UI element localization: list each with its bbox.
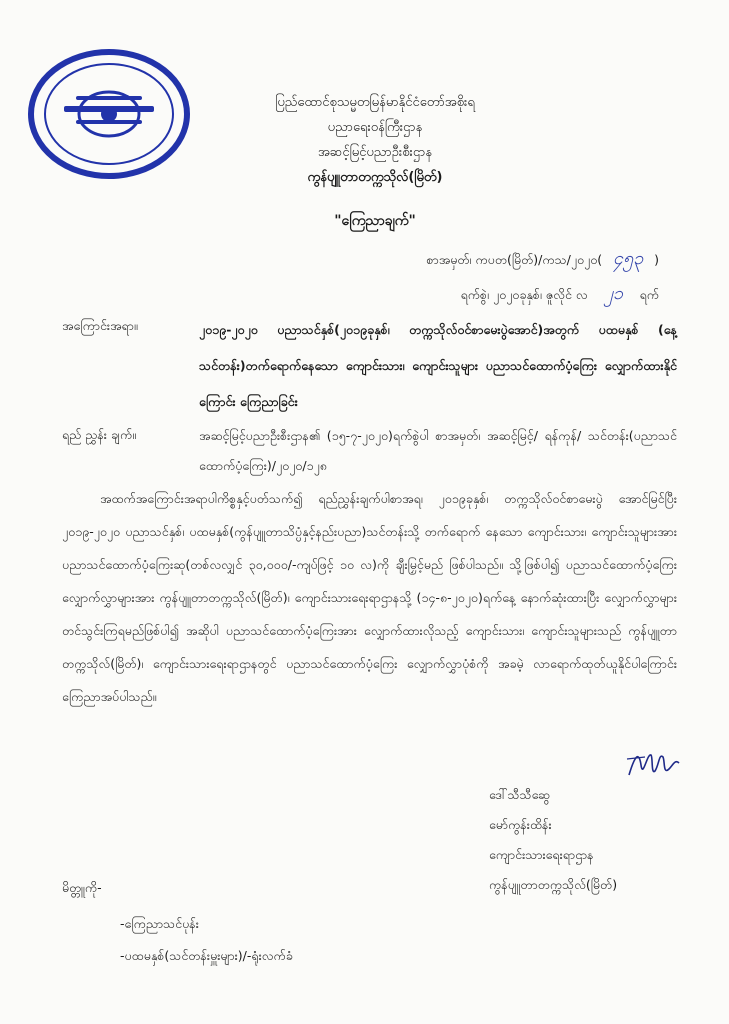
copy-to-label: မိတ္တူကို- [62,880,102,895]
copy-to-item: -ပထမနှစ်(သင်တန်းမှူးများ)/-ရုံးလက်ခံ [120,948,293,963]
letter-number-prefix: စာအမှတ်၊ ကပတ(မြိတ်)/ကသ/၂၀၂၀( [426,252,603,267]
reference-label: ရည် ညွှန်း ချက်။ [62,427,136,442]
subject-text: ၂၀၁၉-၂၀၂၀ ပညာသင်နှစ်(၂၀၁၉ခုနှစ်၊ တက္ကသိုလ်ဝင်စာမေးပွဲအောင်)အတွက် ပထမနှစ် (နေ့သင်တန်း)တက်ရောက်နေသော ကျောင်းသား၊ ကျောင်းသူများ ပညာသင်ထောက်ပံ့ကြေး လျှောက်ထားနိုင်ကြောင်း ကြေညာခြင်း [199,322,677,409]
subject-label: အကြောင်းအရာ။ [62,318,138,333]
letter-date [427,277,659,312]
letter-number-handwritten: ၄၅၃ [612,248,644,269]
ministry-name: ပညာရေးဝန်ကြီးဌာန [327,120,423,135]
signatory-name: ဒေါ်သီသီဆွေ [489,787,551,802]
reference-text: အဆင့်မြင့်ပညာဦးစီးဌာန၏ (၁၅-၇-၂၀၂၀)ရက်စွဲပါ စာအမှတ်၊ အဆင့်မြင့်/ ရန်ကုန်/ သင်တန်း(ပညာသင်ထောက်ပံ့ကြေး)/၂၀၂၀/၁၂၈ [199,428,677,473]
department-name: အဆင့်မြင့်ပညာဦးစီးဌာန [317,145,433,160]
signatory-department: ကျောင်းသားရေးရာဌာန [489,847,594,862]
signatory-title: မော်ကွန်းထိန်း [489,817,552,832]
letter-date-prefix: ရက်စွဲ၊ ၂၀၂၀ခုနှစ်၊ ဇူလိုင် လ [460,287,588,302]
copy-to-item: -ကြေညာသင်ပုန်း [120,916,199,931]
letter-date-suffix: ရက် [639,287,659,302]
letterhead [230,90,520,190]
body-paragraph: အထက်အကြောင်းအရာပါကိစ္စနှင့်ပတ်သက်၍ ရည်ညွှန်းချက်ပါစာအရ၊ ၂၀၁၉ခုနှစ်၊ တက္ကသိုလ်ဝင်စာမေးပွဲ အောင်မြင်ပြီး ၂၀၁၉-၂၀၂၀ ပညာသင်နှစ်၊ ပထမနှစ်(ကွန်ပျူတာသိပ္ပံနှင့်နည်းပညာ)သင်တန်းသို့ တက်ရောက် နေသော ကျောင်းသား၊ ကျောင်းသူများအား ပညာသင်ထောက်ပံ့ကြေးဆု(တစ်လလျှင် ၃၀,၀၀၀/-ကျပ်ဖြင့် ၁၀ လ)ကို ချီးမြှင့်မည် ဖြစ်ပါသည်။ သို့ဖြစ်ပါ၍ ပညာသင်ထောက်ပံ့ကြေးလျှောက်လွှာများအား ကွန်ပျူတာတက္ကသိုလ်(မြိတ်)၊ ကျောင်းသားရေးရာဌာနသို့ (၁၄-၈-၂၀၂၀)ရက်နေ့ နောက်ဆုံးထားပြီး လျှောက်လွှာများ တင်သွင်းကြရမည်ဖြစ်ပါ၍ အဆိုပါ ပညာသင်ထောက်ပံ့ကြေးအား လျှောက်ထားလိုသည့် ကျောင်းသား၊ ကျောင်းသူများသည် ကွန်ပျူတာတက္ကသိုလ်(မြိတ်)၊ ကျောင်းသားရေးရာဌာနတွင် ပညာသင်ထောက်ပံ့ကြေး လျှောက်လွှာပုံစံကို အခမဲ့ လာရောက်ထုတ်ယူနိုင်ပါကြောင်း ကြေညာအပ်ပါသည်။ [62,491,677,704]
government-seal-icon [24,44,194,184]
copy-to-list [120,908,293,972]
letter-date-handwritten: ၂၁ [604,283,624,304]
signatory-block [489,780,689,900]
signatory-institution: ကွန်ပျူတာတက္ကသိုလ်(မြိတ်) [489,877,618,892]
letter-number [427,242,659,277]
government-name: ပြည်ထောင်စုသမ္မတမြန်မာနိုင်ငံတော်အစိုးရ [275,95,475,110]
university-name: ကွန်ပျူတာတက္ကသိုလ်(မြိတ်) [307,170,443,185]
notice-title: "ကြေညာချက်" [334,213,416,229]
reference-info [427,242,659,312]
letter-number-suffix: ) [654,252,659,267]
